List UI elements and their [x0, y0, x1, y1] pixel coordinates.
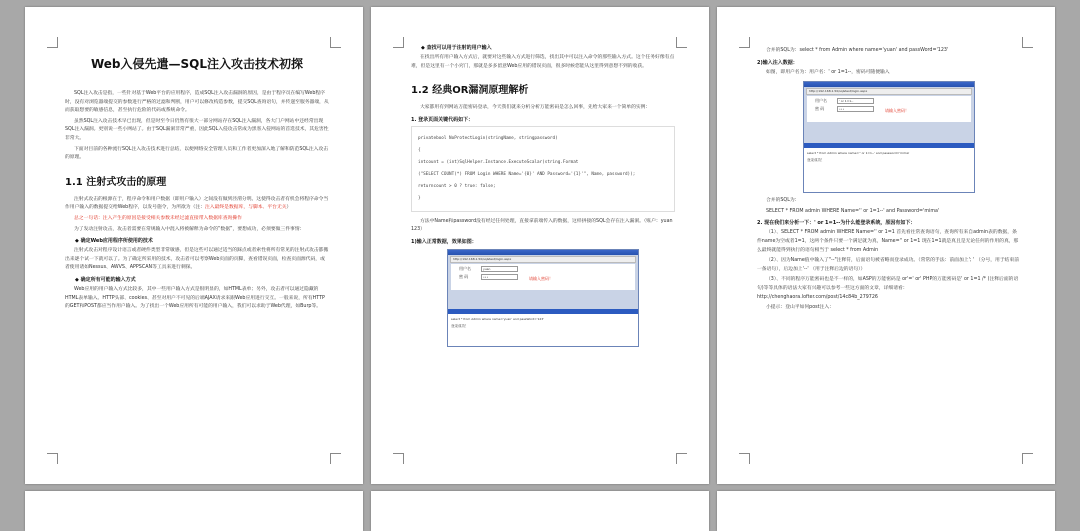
paragraph: 大家都用有到网站万能密码登录，今天我们就来分析分析万能密码是怎么回事，先给大家来一个简单的实例：: [420, 105, 651, 111]
paragraph: 在找出所有用户输入方式后，就要对这些输入方式进行筛选，找出其中可以注入命令的那些输入方式。这个任务好像有点难，但是这里有一个小窍门，那就是多多留意Web应用的错误页面，很多时候您能从这里得到意想不到的收获。: [411, 55, 675, 69]
crop-mark: [739, 37, 750, 48]
address-bar: http://192.168.1.50/sqlstest/login.aspx: [450, 256, 636, 263]
crop-mark: [47, 37, 58, 48]
password-label: 密 码: [815, 106, 825, 112]
code-block: [411, 126, 675, 212]
login-form: [807, 96, 971, 122]
document-page-5: [371, 491, 709, 531]
crop-mark: [393, 37, 404, 48]
bullet-heading: ◆ 确定所有可能的输入方式: [75, 276, 136, 283]
sql-text: select * from Admin where name='yuan' and passWord='123': [451, 316, 545, 321]
username-label: 用户名: [815, 98, 827, 104]
paragraph: Web应用的用户输入方式比较多，其中一些用户输入方式是很明显的，如HTML表单；另外，攻击者可以通过隐藏的HTML表单输入、HTTP头部、cookies、甚至对用户不可见的后端AJAX请求来跟Web应用进行交互。一般来说，所有HTTP的GET和POST都应当作用户输入。为了找出一个Web应用所有可能的用户输入，我们可以求助于Web代理，如Burp等。: [65, 286, 325, 310]
address-bar: http://192.168.1.50/sqlstest/login.aspx: [806, 88, 972, 95]
paragraph: （1）、SELECT * FROM admin WHERE Name='' or 1=1 首先看往常查询语句，查询所有来自admin表的数据，条件name为空或者1=1，这两个条件只要一个满足就为真，Name='' or 1=1 现在1=1就是真且是无论任何的作用的真，那么最终就能得到执行的语句相当于 select * from Admin: [757, 230, 1019, 253]
screenshot-figure: [447, 249, 639, 347]
code-line: }: [418, 195, 421, 201]
sql-text: select * from Admin where name='' or 1=1--' and password='mima': [807, 151, 910, 156]
bullet-heading: ◆ 确定Web应用程序所使用的技术: [75, 238, 153, 245]
crop-mark: [1022, 37, 1033, 48]
paragraph: 合并的SQL为：select * from Admin where name='yuan' and passWord='123': [766, 48, 949, 53]
paragraph: SQL注入攻击是指，一些针对基于Web平台的应用程序，造成SQL注入攻击漏洞的原因，是由于程序员在编写Web程序时，没有对浏览器端提交的参数进行严格的过滤和判断，用户可以修改构造参数，提交SQL查询语句，并传递至服务器端，从而获取想要的敏感信息，甚至执行危险的代码或系统命令。: [65, 91, 329, 114]
window-titlebar: [804, 82, 974, 87]
password-field: •••: [481, 274, 518, 280]
result-text: 登录成功！: [807, 158, 825, 163]
paragraph: 虽然SQL注入攻击技术早已出现，但是时至今日仍然有很大一部分网站存在SQL注入漏洞，各大门户网站中还经常出现SQL注入漏洞。更别说一些小网站了。由于SQL漏洞非常严重，因此SQL入侵攻击常成为黑客入侵网站的首选技术，其危害性非常大。: [65, 118, 329, 141]
result-text: 登录成功！: [451, 323, 469, 328]
screenshot-figure: [803, 81, 975, 193]
username-field: ' or 1=1--: [837, 98, 874, 104]
hint-text: 请输入密码！: [529, 275, 553, 281]
crop-mark: [393, 453, 404, 464]
subheading: 1)输入正常数据，效果如图：: [411, 238, 477, 245]
document-page-4: [25, 491, 363, 531]
crop-mark: [739, 453, 750, 464]
document-page-2: [371, 7, 709, 484]
document-page-6: [717, 491, 1055, 531]
code-line: returncount > 0 ? true: false;: [418, 183, 496, 189]
paragraph-text: 注射式攻击的根源在于，程序命令和用户数据（即用户输入）之间没有做到泾渭分明。这使得攻击者有机会将程序命令当作用户输入的数据提交给Web程序，以发号施令，为所欲为（注：: [65, 196, 329, 211]
code-line: intcount = (int)SqlHelper.Instance.ExecuteScalar(string.Format: [418, 159, 579, 165]
subheading: 2)输入注入数据：: [757, 59, 798, 66]
crop-mark: [47, 453, 58, 464]
highlighted-paragraph: 总之一句话：注入产生的原因是接受相关参数未经过滤直接带入数据库查询操作: [74, 215, 242, 221]
result-window: [804, 143, 974, 192]
code-line: privatebool NoProtectLogin(stringName, stringpassword): [418, 135, 558, 141]
hint-text: 请输入密码！: [885, 108, 909, 114]
paragraph: 为了发动注射攻击，攻击者需要在常规输入中混入将被解释为命令的“数据”，要想成功，必须要做三件事情：: [74, 226, 305, 232]
window-titlebar: [448, 250, 638, 255]
section-heading: 1.1 注射式攻击的原理: [65, 176, 167, 188]
document-page-3: [717, 7, 1055, 484]
bullet-heading: ◆ 查找可以用于注射的用户输入: [421, 45, 492, 51]
paragraph: 方法中Name和password没有经过任何处理，直接拿前端传入的数据，这样拼接的SQL会存在注入漏洞。（账户：yuan 123）: [411, 218, 673, 233]
paragraph: 合并的SQL为：: [766, 198, 800, 204]
paragraph: SELECT * FROM admin WHERE Name='' or 1=1--' and Password='mima': [766, 208, 940, 214]
result-window: [448, 309, 638, 346]
paragraph: （2）、因为Name值中输入了"--"注释符，后面语句被省略而登录成功。（常常的手法：前面加上'; ' （分号，用于结束前一条语句），后边加上'--' （用于注释后边的语句））: [757, 258, 1020, 272]
document-title: Web入侵先遣—SQL注入攻击技术初探: [90, 57, 304, 71]
highlighted-text: 注入最终是数据库，与脚本、平台无关: [204, 205, 287, 211]
document-page-1: [25, 7, 363, 484]
paragraph: 下面对目前的各种流行SQL注入攻击技术进行总结，以便网络安全管理人员和工作者更加深入地了解和防范SQL注入攻击的原理。: [65, 146, 329, 161]
password-label: 密 码: [459, 273, 469, 279]
subheading: 2. 现在我们来分析一下：' or 1=1--为什么能登录系统，原因有如下：: [757, 220, 916, 227]
crop-mark: [676, 37, 687, 48]
paragraph: 如图，即用户名为：用户名：' or 1=1--，密码可随便输入: [766, 69, 890, 75]
crop-mark: [330, 37, 341, 48]
crop-mark: [676, 453, 687, 464]
paragraph: （3）、不同的程序万能密码也是不一样的，如ASP的万能密码是 or'=' or' PHP的万能密码是' or 1=1 /* (注释后面的语句)等等具体的语法大家有兴趣可以参考一些这方面的文章，详细请看：http://chenghaora.lofter.com/post/14c84b_279726: [757, 277, 1019, 300]
crop-mark: [330, 453, 341, 464]
code-line: {: [418, 147, 421, 153]
username-field: yuan: [481, 266, 518, 272]
subheading: 1. 登录页面关键代码如下：: [411, 116, 474, 123]
paragraph: 注射式攻击的根源在于，程序命令和用户数据（即用户输入）之间没有做到泾渭分明。这使得攻击者有机会将程序命令当作用户输入的数据提交给Web程序，以发号施令，为所欲为（注：注入最终是数据库，与脚本、平台无关）: [65, 196, 329, 211]
paragraph: 小提示：登山平如何post注入：: [766, 305, 834, 311]
login-form: [451, 264, 635, 290]
username-label: 用户名: [459, 265, 471, 271]
password-field: •••: [837, 106, 874, 112]
crop-mark: [1022, 453, 1033, 464]
section-heading: 1.2 经典OR漏洞原理解析: [411, 85, 529, 97]
paragraph: 注射式攻击对程序设计语言或者硬件类型非常敏感，但是这些可以通过适当的踩点或者索性将所有常见的注射式攻击都搬出来逐个试一下就可以了。为了确定所采用的技术，攻击者可以考察Web页面的页脚，查看错误页面，检查页面源代码，或者使用诸如Nessus、AWVS、APPSCAN等工具来进行刺探。: [65, 248, 329, 271]
code-line: ("SELECT COUNT(*) FROM Login WHERE Name='{0}' AND Password='{1}'", Name, password));: [418, 171, 636, 177]
